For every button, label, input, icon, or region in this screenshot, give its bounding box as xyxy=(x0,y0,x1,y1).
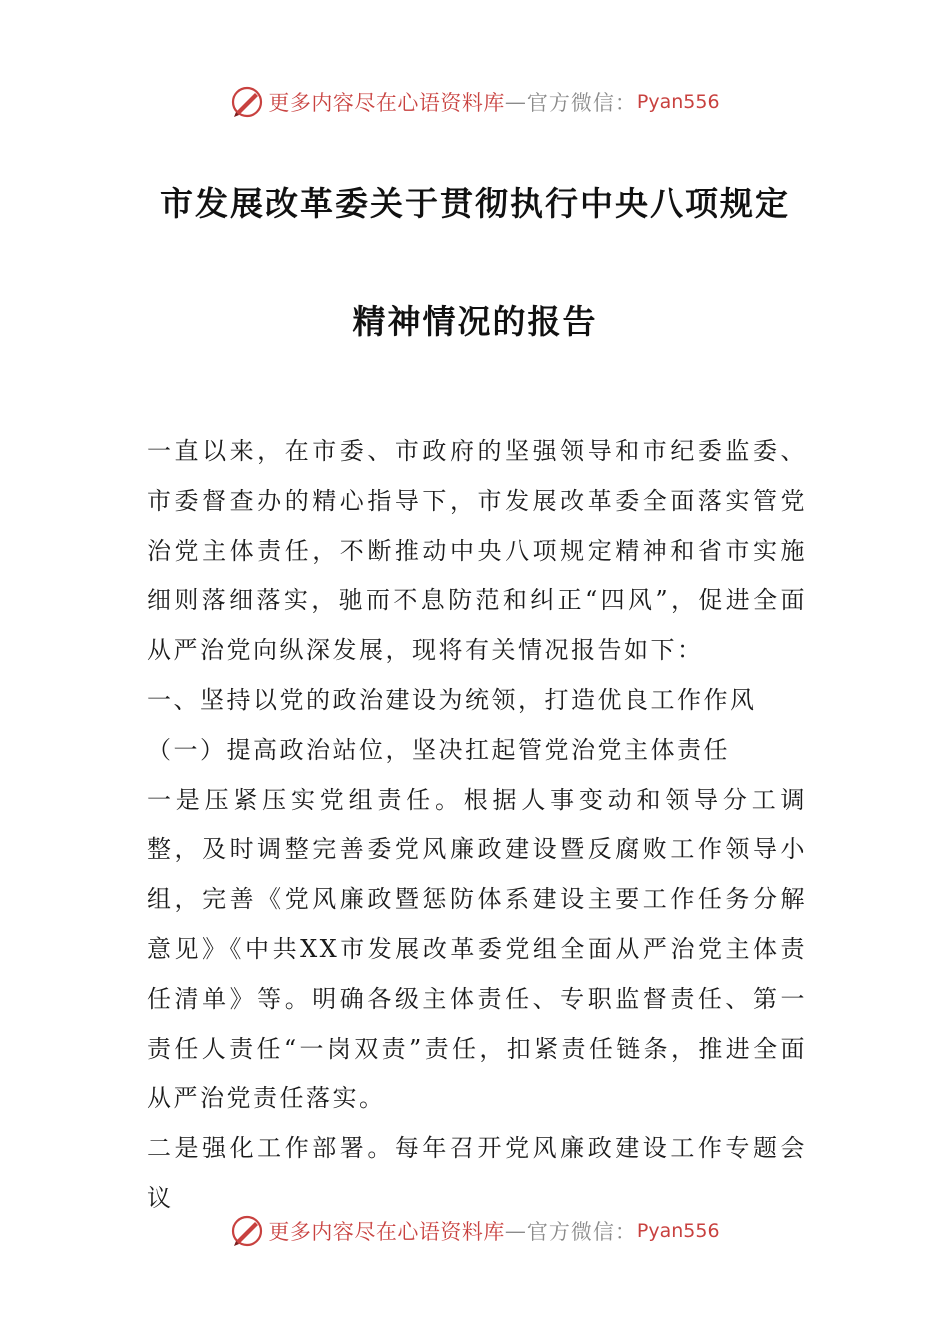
watermark-main-text: 更多内容尽在心语资料库 xyxy=(268,91,505,115)
watermark-sub-text: 官方微信： xyxy=(526,91,637,115)
watermark-sub-text: 官方微信： xyxy=(526,1220,637,1244)
footer-watermark xyxy=(0,1211,950,1251)
watermark-dash: — xyxy=(504,90,527,114)
intro-paragraph: 一直以来，在市委、市政府的坚强领导和市纪委监委、市委督查办的精心指导下，市发展改革委全面落实管党治党主体责任，不断推动中央八项规定精神和省市实施细则落细落实，驰而不息防范和纠正“四风”，促进全面从严治党向纵深发展，现将有关情况报告如下： xyxy=(147,437,807,665)
header-watermark xyxy=(0,82,950,122)
pen-logo-icon xyxy=(230,85,264,119)
body-paragraph-1: 一是压紧压实党组责任。根据人事变动和领导分工调整，及时调整完善委党风廉政建设暨反腐败工作领导小组，完善《党风廉政暨惩防体系建设主要工作任务分解意见》《中共XX市发展改革委党组全面从严治党主体责任清单》等。明确各级主体责任、专职监督责任、第一责任人责任“一岗双责”责任，扣紧责任链条，推进全面从严治党责任落实。 xyxy=(147,785,807,1113)
document-title-line1: 市发展改革委关于贯彻执行中央八项规定 xyxy=(160,184,790,223)
watermark-wechat-id: Pyan556 xyxy=(636,1220,720,1242)
section-heading-1: 一、坚持以党的政治建设为统领，打造优良工作作风 xyxy=(147,685,757,714)
document-title-line2: 精神情况的报告 xyxy=(352,302,598,341)
watermark-wechat-id: Pyan556 xyxy=(636,91,720,113)
pen-logo-icon xyxy=(230,1214,264,1248)
subsection-heading-1: （一）提高政治站位，坚决扛起管党治党主体责任 xyxy=(147,735,730,764)
watermark-dash: — xyxy=(504,1219,527,1243)
document-body xyxy=(147,427,807,1224)
body-paragraph-2: 二是强化工作部署。每年召开党风廉政建设工作专题会议 xyxy=(147,1134,807,1212)
watermark-main-text: 更多内容尽在心语资料库 xyxy=(268,1220,505,1244)
